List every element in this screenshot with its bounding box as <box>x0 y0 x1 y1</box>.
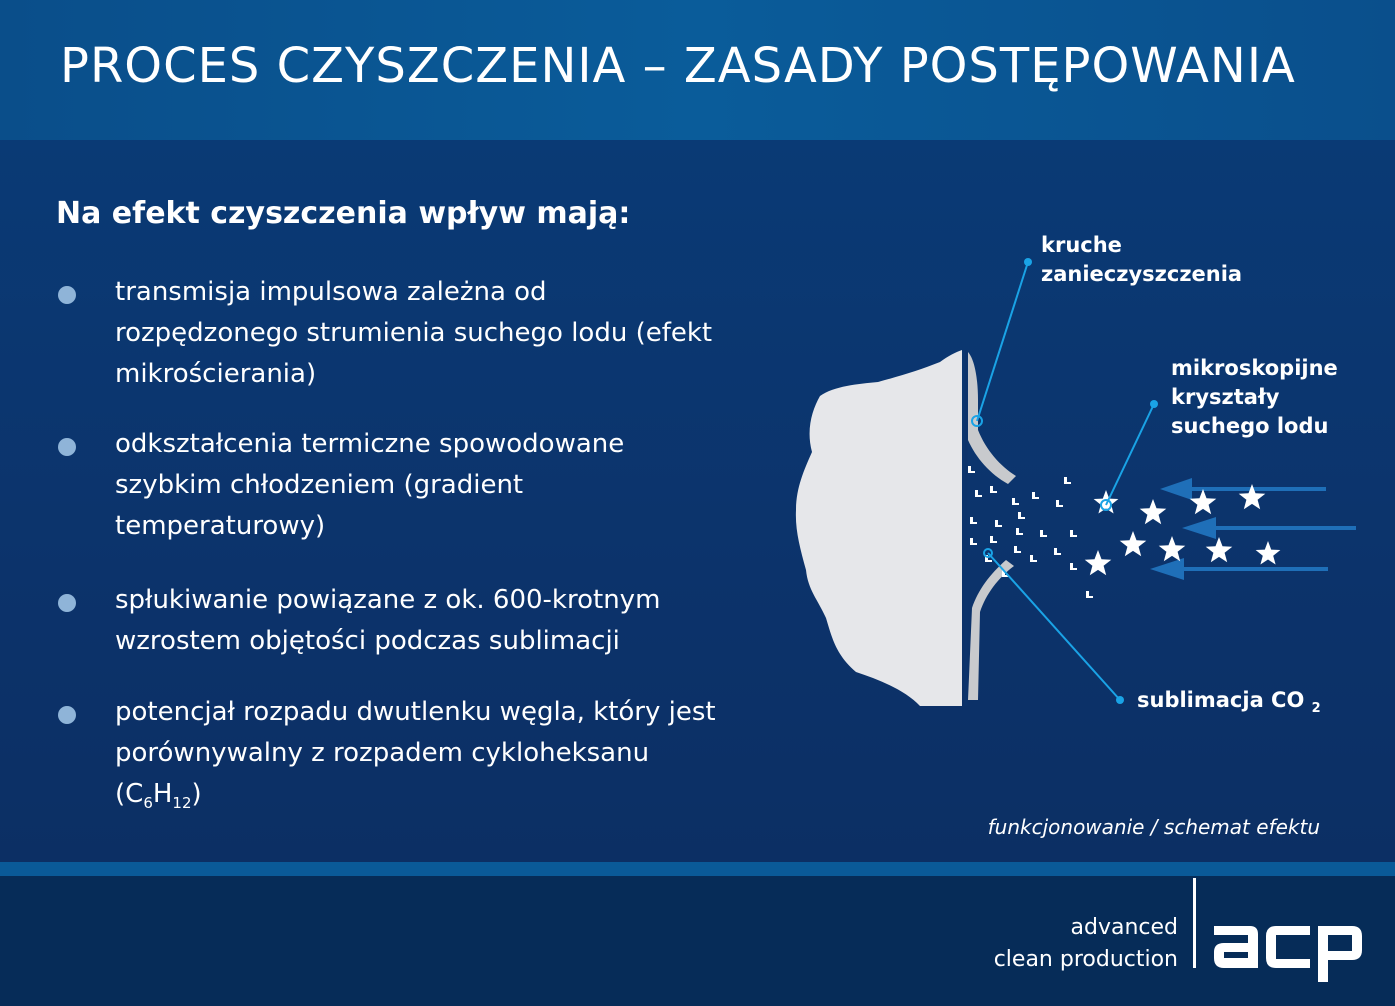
star-icon <box>1159 536 1186 561</box>
sublimation-flake <box>970 538 977 545</box>
sublimation-flake <box>995 520 1002 527</box>
cleaning-effect-diagram <box>780 220 1380 740</box>
brand-line-1: advanced <box>1070 915 1178 940</box>
sublimation-flake <box>968 466 975 473</box>
section-heading: Na efekt czyszczenia wpływ mają: <box>56 196 631 231</box>
star-icon <box>1206 537 1233 562</box>
page-title: PROCES CZYSZCZENIA – ZASADY POSTĘPOWANIA <box>60 38 1296 94</box>
bullet-dot-icon <box>58 594 76 612</box>
surface-object <box>796 350 962 706</box>
sublimation-flake <box>1014 546 1021 553</box>
footer-divider <box>0 862 1395 876</box>
sublimation-flake <box>1054 548 1061 555</box>
star-icon <box>1120 531 1147 556</box>
star-icon <box>1085 550 1112 575</box>
label-dry-ice-crystals: mikroskopijne kryształy suchego lodu <box>1171 356 1338 438</box>
sublimation-particles <box>968 466 1093 598</box>
bullet-text: potencjał rozpadu dwutlenku węgla, który jest porównywalny z rozpadem cykloheksanu $(C_6H_{12})$ <box>115 697 716 813</box>
brand-separator <box>1193 878 1196 968</box>
sublimation-flake <box>1070 530 1077 537</box>
sublimation-flake <box>1070 563 1077 570</box>
sublimation-flake <box>1040 530 1047 537</box>
star-icon <box>1140 499 1167 524</box>
bullet-text: odkształcenia termiczne spowodowane szybkim chłodzeniem (gradient temperaturowy) <box>115 429 625 541</box>
label-sublimation: sublimacja CO $_2$ <box>1137 688 1321 716</box>
contaminant-layer-lower <box>968 560 1014 700</box>
acp-logo <box>1210 912 1365 982</box>
label-brittle-contaminants: kruche zanieczyszczenia <box>1041 233 1243 286</box>
sublimation-flake <box>975 490 982 497</box>
header-band <box>0 0 1395 140</box>
footer-band <box>0 876 1395 1006</box>
star-icon <box>1190 489 1217 514</box>
sublimation-flake <box>1056 500 1063 507</box>
diagram-caption: funkcjonowanie / schemat efektu <box>987 815 1320 839</box>
sublimation-flake <box>1018 512 1025 519</box>
sublimation-flake <box>1032 492 1039 499</box>
sublimation-flake <box>1064 477 1071 484</box>
star-icon <box>1256 541 1281 565</box>
sublimation-flake <box>1016 528 1023 535</box>
sublimation-flake <box>1012 498 1019 505</box>
bullet-dot-icon <box>58 706 76 724</box>
brand-tagline <box>960 912 1178 976</box>
bullet-text: transmisja impulsowa zależna od rozpędzonego strumienia suchego lodu (efekt mikrościerania) <box>115 277 713 389</box>
sublimation-flake <box>990 536 997 543</box>
sublimation-flake <box>1086 591 1093 598</box>
bullet-dot-icon <box>58 286 76 304</box>
bullet-dot-icon <box>58 438 76 456</box>
sublimation-flake <box>970 517 977 524</box>
sublimation-flake <box>1030 555 1037 562</box>
bullet-text: spłukiwanie powiązane z ok. 600-krotnym wzrostem objętości podczas sublimacji <box>115 585 661 656</box>
brand-line-2: clean production <box>993 947 1178 972</box>
sublimation-flake <box>990 486 997 493</box>
